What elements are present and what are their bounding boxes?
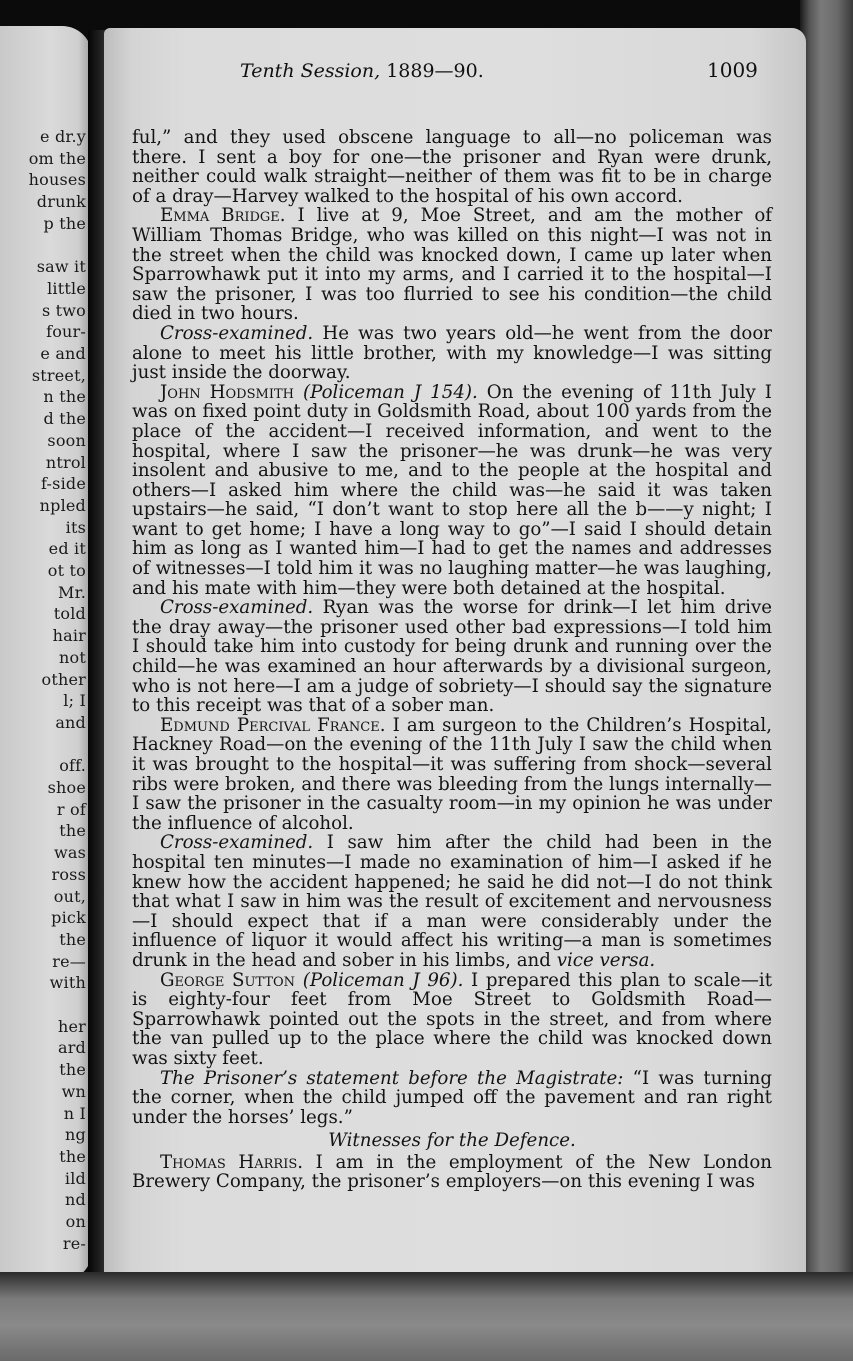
paragraph-cross-examination xyxy=(132,324,772,383)
left-page-fragment: soon xyxy=(47,430,86,450)
left-page-fragment: drunk xyxy=(36,192,86,212)
left-page-fragment: e and xyxy=(40,344,86,363)
left-page-fragment: saw it xyxy=(36,257,86,277)
book-edge-bottom xyxy=(0,1272,853,1361)
page-number: 1009 xyxy=(707,58,758,82)
paragraph-testimony xyxy=(132,971,772,1069)
paragraph-italic-tail: vice versa. xyxy=(556,949,656,971)
page-body xyxy=(132,128,772,1192)
paragraph-text: He was two years old—he went from the door alone to meet his little brother, with my knowledge—I was sitting just inside the doorway. xyxy=(132,322,772,384)
paragraph-statement xyxy=(132,1069,772,1128)
left-page-fragment: the xyxy=(59,821,86,841)
paragraph-text: I am surgeon to the Children’s Hospital, Hackney Road—on the evening of the 11th July I saw the child when it was brought to the hospital—it was suffering from shock—several ribs were broken, and there was bleeding from the lungs internally—I saw the prisoner in the casualty room—in my opinion he was under the influence of alcohol. xyxy=(132,714,772,834)
left-page-fragment: Mr. xyxy=(58,582,86,602)
paragraph-cross-examination xyxy=(132,598,772,716)
left-page-fragment: houses xyxy=(28,170,86,190)
left-page-fragment: its xyxy=(65,517,86,537)
left-page-fragment: ntrol xyxy=(45,452,86,472)
witness-name: Thomas Harris. xyxy=(160,1151,304,1173)
left-page-fragment: ard xyxy=(57,1038,86,1058)
left-page-fragment: and xyxy=(55,712,86,732)
paragraph-text: I live at 9, Moe Street, and am the mother of William Thomas Bridge, who was killed on this night—I was not in the street when the child was knocked down, I came up later when Sparrowhawk put it into my arms, and I carried it to the hospital—I saw the prisoner, I was too flurried to see his condition—the child died in two hours. xyxy=(132,205,772,325)
left-page-fragment: l; I xyxy=(63,691,86,711)
paragraph-text: ful,” and they used obscene language to all—no policeman was there. I sent a boy for one—the prisoner and Ryan were drunk, neither could walk straight—neither of them was fit to be in charge of a dray—Harvey walked to the hospital of his own accord. xyxy=(132,127,772,207)
left-facing-page xyxy=(0,26,92,1281)
left-page-fragment: e dr.y xyxy=(39,127,86,146)
left-page-fragment: street, xyxy=(31,365,86,385)
witness-name: George Sutton xyxy=(160,969,296,991)
left-page-fragment: r of xyxy=(56,799,86,819)
left-page-fragment: ot to xyxy=(47,561,86,580)
left-page-fragment: ng xyxy=(65,1125,86,1145)
left-page-fragment: f-side xyxy=(41,474,86,494)
witness-role: (Policeman J 154). xyxy=(302,381,478,403)
left-page-fragment: out, xyxy=(53,886,86,906)
cross-examined-label: Cross-examined. xyxy=(160,322,314,344)
left-page-fragment: the xyxy=(59,929,86,949)
left-page-fragment: shoe xyxy=(47,778,86,797)
session-years: 1889—90. xyxy=(386,60,484,82)
left-page-fragment: pick xyxy=(51,908,86,928)
left-page-fragment: was xyxy=(53,843,86,863)
left-page-fragment: the xyxy=(59,1146,86,1166)
witness-name: John Hodsmith xyxy=(160,381,294,403)
section-heading: Witnesses for the Defence. xyxy=(328,1130,576,1152)
paragraph-testimony xyxy=(132,716,772,834)
left-page-fragment: with xyxy=(49,973,86,993)
left-page-fragment: other xyxy=(41,669,86,689)
statement-label: The Prisoner’s statement before the Magistrate: xyxy=(160,1067,624,1089)
left-page-fragment: nd xyxy=(65,1190,86,1210)
left-page-fragment: om the xyxy=(28,148,86,168)
left-page-fragment: ed it xyxy=(48,539,86,559)
left-page-fragment: re- xyxy=(62,1233,86,1253)
left-page-fragment: hair xyxy=(52,626,86,646)
left-page-fragment: on xyxy=(65,1212,86,1231)
left-page-fragment: four- xyxy=(46,322,86,342)
paragraph-text: I saw him after the child had been in the hospital ten minutes—I made no examination of him—I asked if he knew how the accident happened; he said he did not—I do not think that what I saw in him was the result of excitement and nervousness—I should expect that if a man were considerably under the influence of liquor it would affect his writing—a man is sometimes drunk in the head and sober in his limbs, and xyxy=(132,832,772,971)
paragraph-text: I prepared this plan to scale—it is eighty-four feet from Moe Street to Goldsmith Road—Sparrowhawk pointed out the spots in the street, and from where the van pulled up to the place where the child was knocked down was sixty feet. xyxy=(132,969,773,1069)
left-page-fragment: off. xyxy=(59,756,86,776)
left-page-fragment: s two xyxy=(41,300,86,320)
paragraph-testimony xyxy=(132,1153,772,1192)
left-page-fragment: n the xyxy=(43,387,86,407)
paragraph-text: “I was turning the corner, when the child jumped off the pavement and ran right under the horses’ legs.” xyxy=(132,1067,772,1128)
left-page-fragment: ross xyxy=(51,864,86,884)
book-edge-right xyxy=(800,0,853,1361)
paragraph-continuation xyxy=(132,128,772,206)
paragraph-text: I am in the employment of the New London Brewery Company, the prisoner’s employers—on this evening I was xyxy=(132,1151,772,1193)
paragraph-testimony xyxy=(132,383,772,599)
left-page-fragment: wn xyxy=(61,1081,86,1101)
paragraph-text: On the evening of 11th July I was on fixed point duty in Goldsmith Road, about 100 yards from the place of the accident—I received information, and went to the hospital, where I saw the prisoner—he was drunk—he was very insolent and abusive to me, and to the people at the hospital and others—I asked him where the child was—he said it was taken upstairs—he said, “I don’t want to stop here all the b——y night; I want to get home; I have a long way to go”—I said I should detain him as long as I wanted him—I had to get the names and addresses of witnesses—I told him it was no laughing matter—he was laughing, and his mate with him—they were both detained at the hospital. xyxy=(132,381,772,599)
paragraph-cross-examination xyxy=(132,833,772,970)
paragraph-text: Ryan was the worse for drink—I let him drive the dray away—the prisoner used other bad expressions—I told him I should take him into custody for being drunk and running over the child—he was examined an hour afterwards by a divisional surgeon, who is not here—I am a judge of sobriety—I should say the signature to this receipt was that of a sober man. xyxy=(132,597,772,717)
left-page-fragment: little xyxy=(47,278,86,298)
left-page-fragment: d the xyxy=(43,409,86,429)
witness-name: Emma Bridge. xyxy=(160,205,286,227)
left-page-fragment: her xyxy=(57,1016,86,1036)
paragraph-testimony xyxy=(132,206,772,324)
cross-examined-label: Cross-examined. xyxy=(160,832,314,854)
left-page-fragment: re— xyxy=(52,951,86,971)
cross-examined-label: Cross-examined. xyxy=(160,597,314,619)
left-page-fragment: ild xyxy=(64,1168,86,1188)
witness-role: (Policeman J 96). xyxy=(302,969,464,991)
left-page-fragment: npled xyxy=(39,495,86,515)
left-page-fragment: p the xyxy=(43,213,86,233)
session-title: Tenth Session, xyxy=(240,60,381,82)
running-header xyxy=(240,60,540,82)
left-page-fragment: the xyxy=(59,1060,86,1080)
witness-name: Edmund Percival France. xyxy=(160,714,386,736)
left-page-fragment: told xyxy=(53,604,86,624)
left-page-fragment: not xyxy=(59,647,86,667)
left-page-fragment: n I xyxy=(63,1103,86,1123)
